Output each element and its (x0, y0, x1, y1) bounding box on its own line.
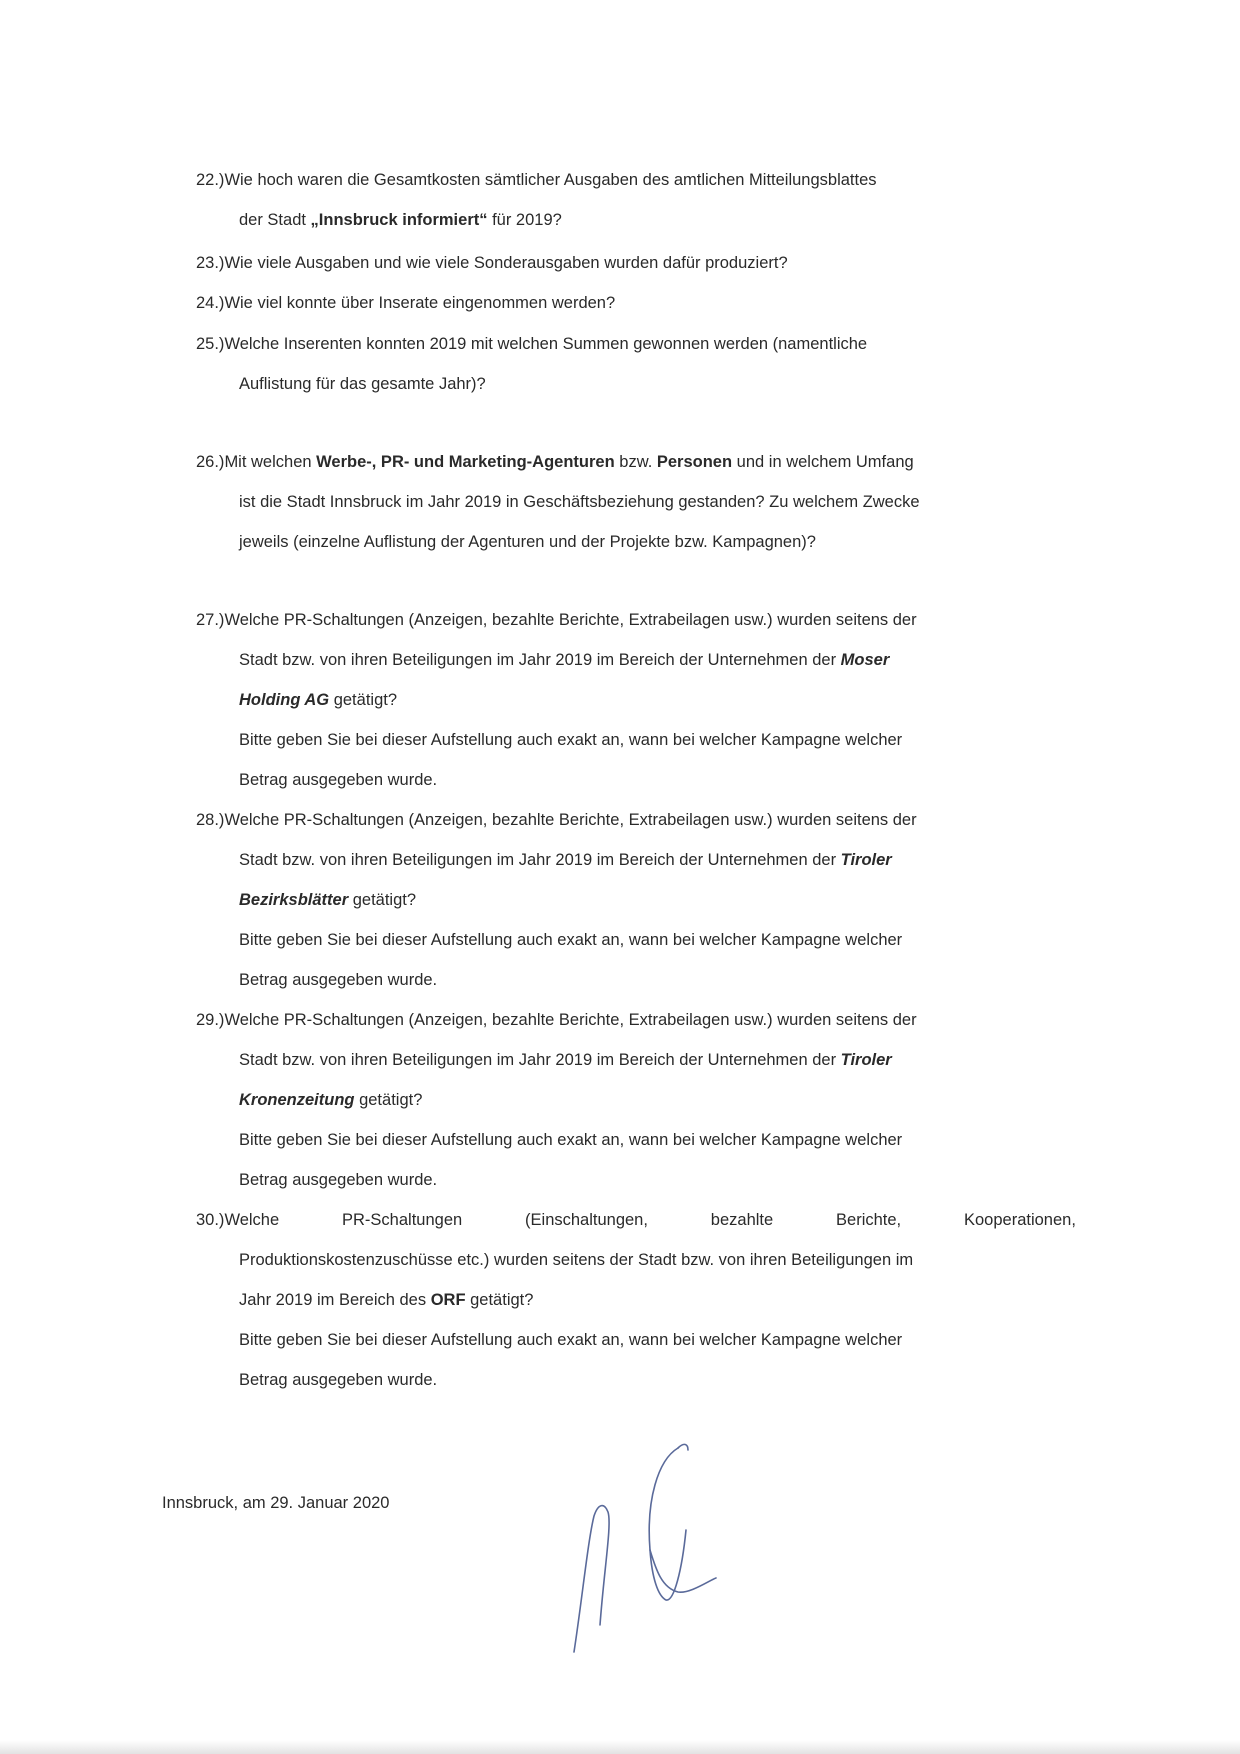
company-name: Moser (840, 651, 890, 669)
question-text: Wie hoch waren die Gesamtkosten sämtlicher Ausgaben des amtlichen Mitteilungsblattes (224, 171, 877, 189)
publication-name: „Innsbruck informiert“ (310, 211, 488, 229)
question-text: bzw. (614, 453, 657, 471)
question-text: Mit welchen (224, 453, 317, 471)
question-word: (Einschaltungen, (525, 1211, 648, 1229)
question-30 (196, 1200, 1076, 1400)
question-text: getätigt? (354, 1091, 423, 1109)
question-number: 27.) (196, 611, 225, 629)
question-text: Auflistung für das gesamte Jahr)? (239, 375, 486, 393)
question-text: und in welchem Umfang (732, 453, 914, 471)
question-27 (196, 600, 1076, 800)
question-number: 24.) (196, 294, 225, 312)
question-text: Welche Inserenten konnten 2019 mit welchen Summen gewonnen werden (namentliche (224, 335, 868, 353)
company-name: Kronenzeitung (239, 1091, 355, 1109)
question-number: 25.) (196, 335, 225, 353)
question-29 (196, 1000, 1076, 1200)
page-bottom-shadow (0, 1740, 1240, 1754)
question-text: Wie viel konnte über Inserate eingenommen werden? (224, 294, 616, 312)
question-text: Welche PR-Schaltungen (Anzeigen, bezahlte Berichte, Extrabeilagen usw.) wurden seitens der (224, 811, 917, 829)
question-number: 26.) (196, 453, 225, 471)
company-name: Bezirksblätter (239, 891, 349, 909)
question-number: 29.) (196, 1011, 225, 1029)
question-word: Berichte, (836, 1211, 902, 1229)
question-text: Welche PR-Schaltungen (Anzeigen, bezahlte Berichte, Extrabeilagen usw.) wurden seitens der (224, 611, 917, 629)
question-22 (196, 160, 1076, 240)
question-word: PR-Schaltungen (342, 1211, 463, 1229)
question-text: Stadt bzw. von ihren Beteiligungen im Jahr 2019 im Bereich der Unternehmen der (239, 851, 841, 869)
question-word: Kooperationen, (964, 1211, 1076, 1229)
company-name: Holding AG (239, 691, 330, 709)
followup-text: Betrag ausgegeben wurde. (239, 1371, 438, 1389)
question-26 (196, 442, 1076, 562)
question-text: Wie viele Ausgaben und wie viele Sonderausgaben wurden dafür produziert? (224, 254, 788, 272)
question-28 (196, 800, 1076, 1000)
company-name: Tiroler (840, 1051, 892, 1069)
followup-text: Betrag ausgegeben wurde. (239, 1171, 438, 1189)
question-text: Jahr 2019 im Bereich des (239, 1291, 431, 1309)
company-name: ORF (430, 1291, 466, 1309)
question-number: 23.) (196, 254, 225, 272)
question-25 (196, 324, 1076, 404)
followup-text: Betrag ausgegeben wurde. (239, 971, 438, 989)
question-text: getätigt? (465, 1291, 534, 1309)
highlight-agencies: Werbe-, PR- und Marketing-Agenturen (316, 453, 615, 471)
highlight-persons: Personen (656, 453, 733, 471)
followup-text: Bitte geben Sie bei dieser Aufstellung auch exakt an, wann bei welcher Kampagne welcher (239, 1331, 903, 1349)
question-23 (196, 243, 1076, 283)
question-text: Welche PR-Schaltungen (Anzeigen, bezahlte Berichte, Extrabeilagen usw.) wurden seitens der (224, 1011, 917, 1029)
question-text: der Stadt (239, 211, 311, 229)
question-number: 28.) (196, 811, 225, 829)
question-number: 22.) (196, 171, 225, 189)
question-text: getätigt? (329, 691, 398, 709)
question-text: für 2019? (487, 211, 562, 229)
question-number: 30.)Welche (196, 1211, 280, 1229)
company-name: Tiroler (840, 851, 892, 869)
question-text: getätigt? (348, 891, 417, 909)
question-24 (196, 283, 1076, 323)
question-text: Produktionskostenzuschüsse etc.) wurden seitens der Stadt bzw. von ihren Beteiligungen im (239, 1251, 914, 1269)
question-text: ist die Stadt Innsbruck im Jahr 2019 in Geschäftsbeziehung gestanden? Zu welchem Zwecke (239, 493, 920, 511)
followup-text: Bitte geben Sie bei dieser Aufstellung auch exakt an, wann bei welcher Kampagne welcher (239, 1131, 903, 1149)
place-date: Innsbruck, am 29. Januar 2020 (162, 1494, 390, 1512)
question-word: bezahlte (710, 1211, 774, 1229)
question-text: jeweils (einzelne Auflistung der Agenturen und der Projekte bzw. Kampagnen)? (239, 533, 816, 551)
followup-text: Bitte geben Sie bei dieser Aufstellung auch exakt an, wann bei welcher Kampagne welcher (239, 731, 903, 749)
question-text: Stadt bzw. von ihren Beteiligungen im Jahr 2019 im Bereich der Unternehmen der (239, 1051, 841, 1069)
signature (560, 1420, 740, 1660)
followup-text: Bitte geben Sie bei dieser Aufstellung auch exakt an, wann bei welcher Kampagne welcher (239, 931, 903, 949)
followup-text: Betrag ausgegeben wurde. (239, 771, 438, 789)
question-text: Stadt bzw. von ihren Beteiligungen im Jahr 2019 im Bereich der Unternehmen der (239, 651, 841, 669)
